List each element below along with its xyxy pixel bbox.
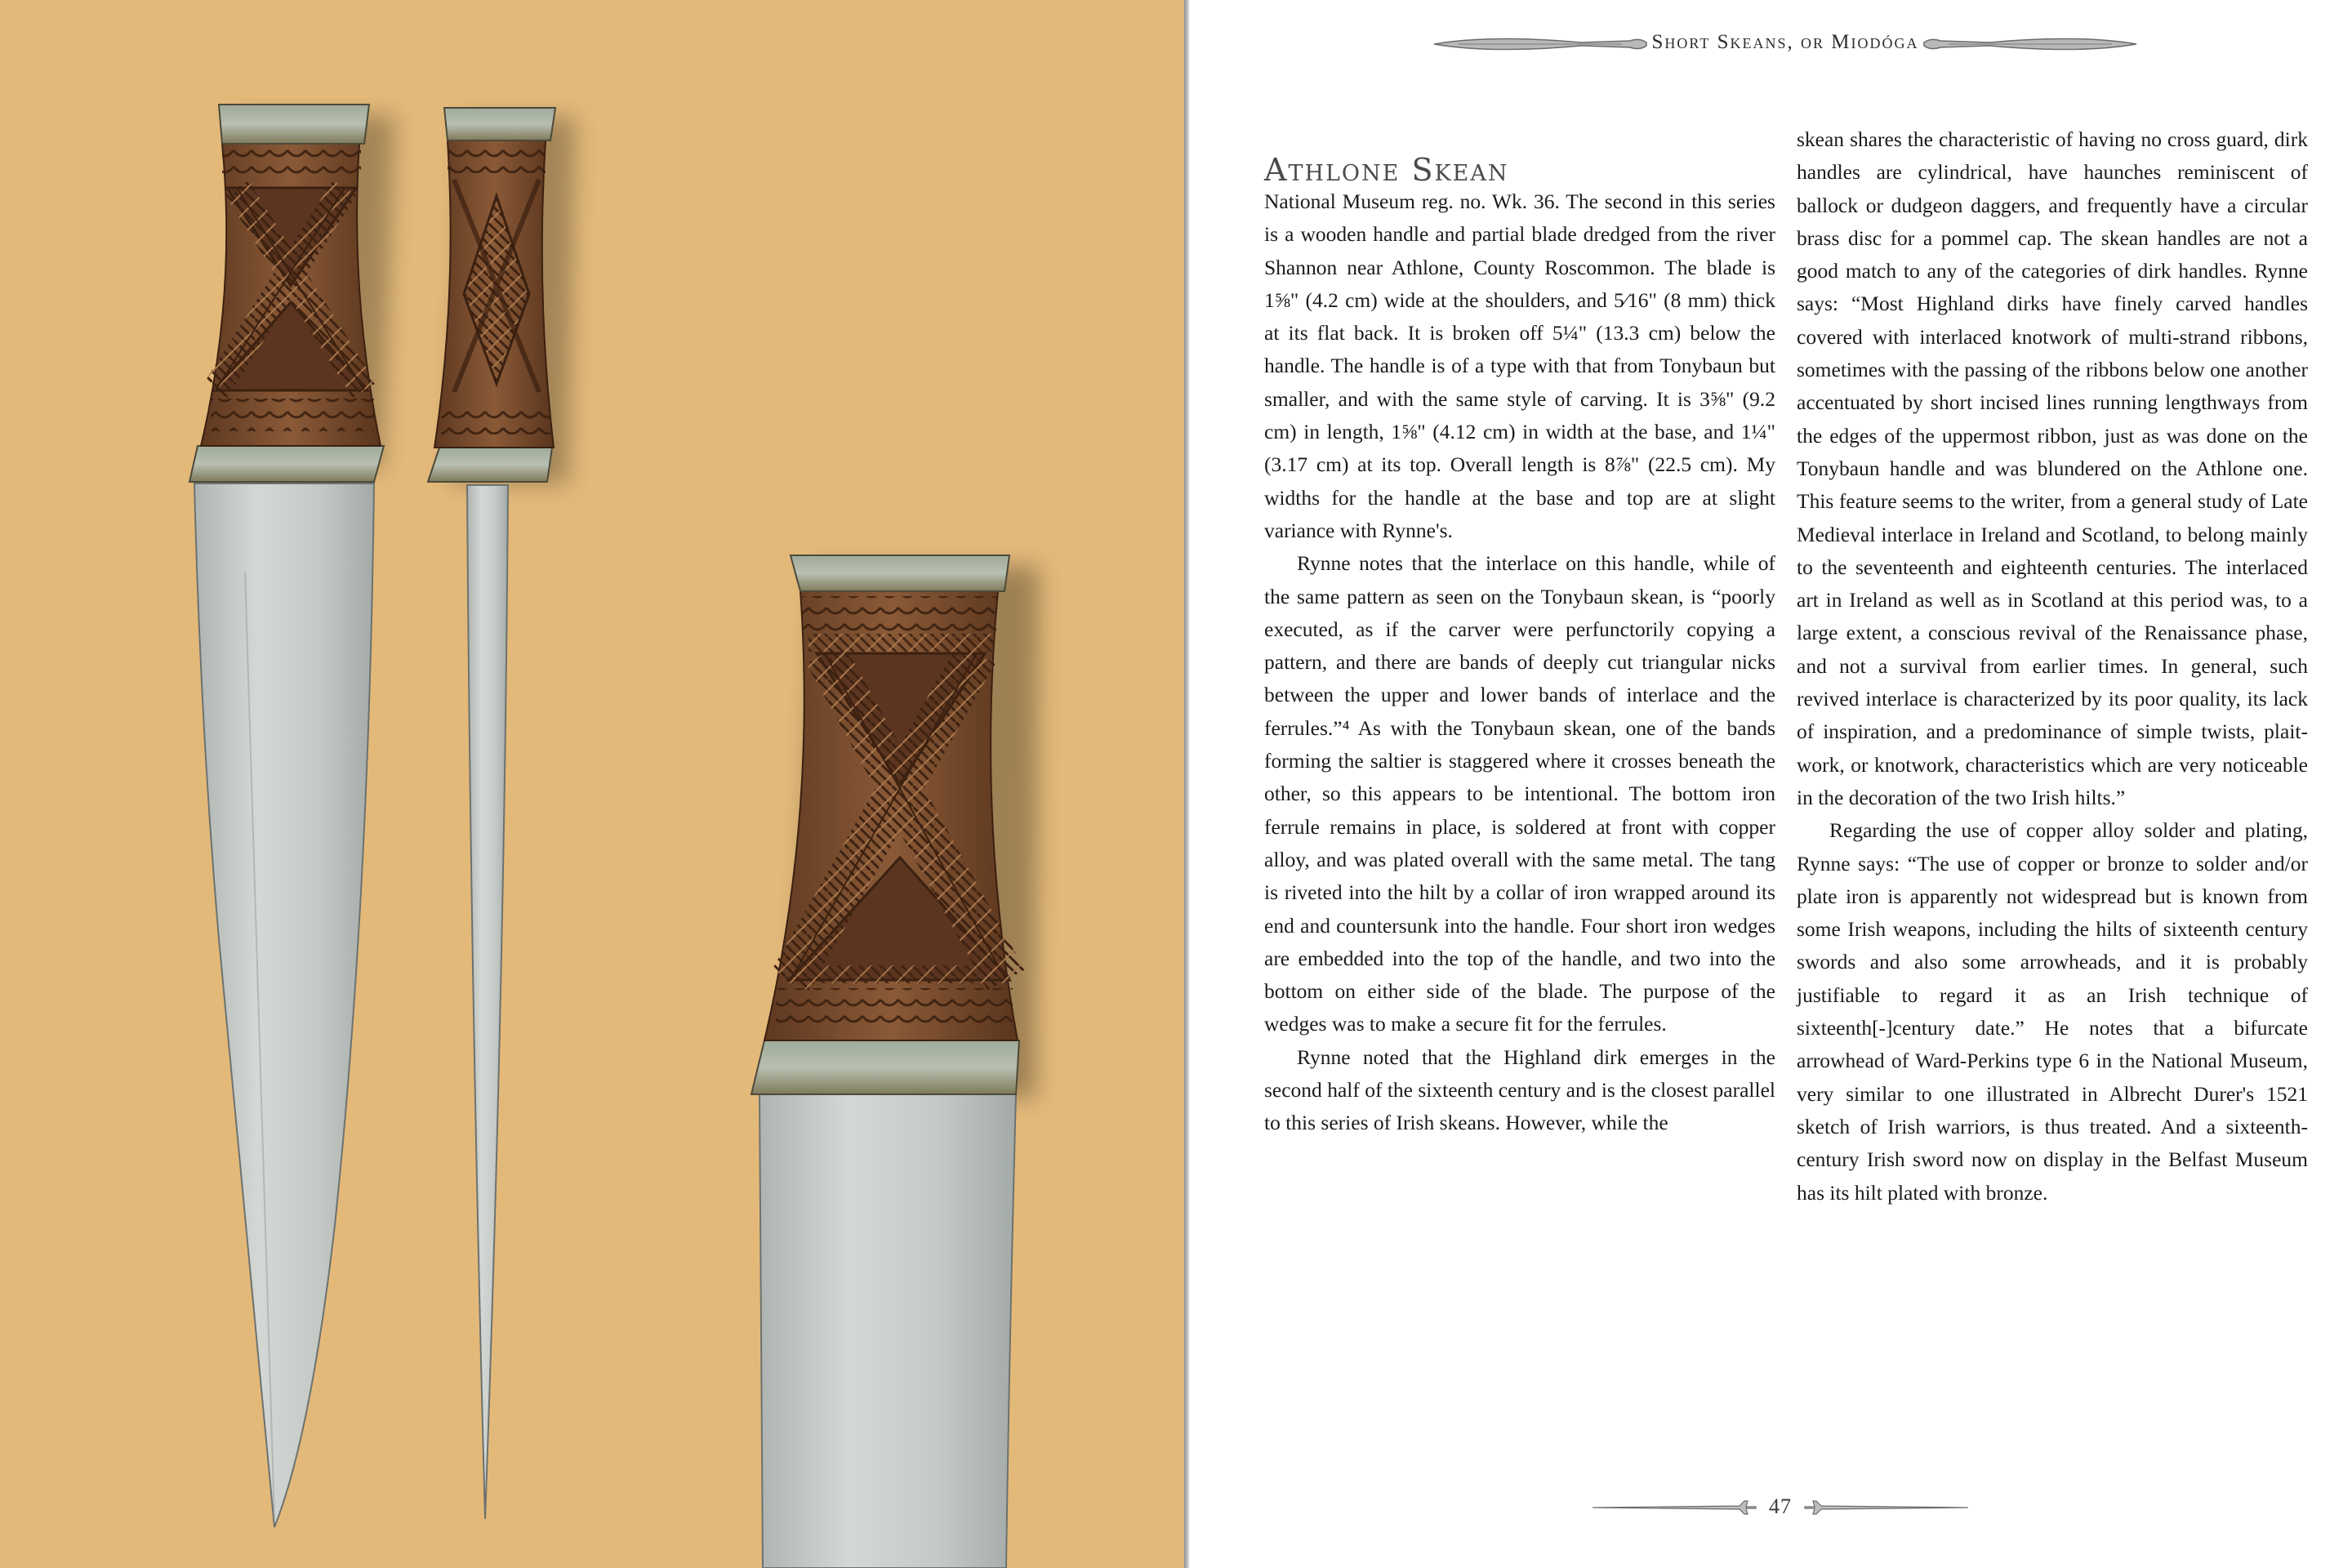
paragraph: National Museum reg. no. Wk. 36. The second in this series is a wooden handle and partial blade dredged from the river Shannon near Athlone, County Roscommon. The blade is 1⅝" (4.2 cm) wide at the shoulders, and 5⁄16" (8 mm) thick at its flat back. It is broken off 5¼" (13.3 cm) below the handle. The handle is of a type with that from Tonybaun but smaller, and with the same style of carving. It is 3⅝" (9.2 cm) in length, 1⅝" (4.12 cm) in width at the base, and 1¼" (3.17 cm) at its top. Overall length is 8⅞" (22.5 cm). My widths for the handle at the base and top are at slight variance with Rynne's. (1264, 189, 1775, 542)
page-number: 47 (1769, 1494, 1792, 1518)
paragraph: Rynne noted that the Highland dirk emerges in the second half of the sixteenth century and is the closest parallel to this series of Irish skeans. However, while the (1264, 1045, 1775, 1135)
text-column-left (1264, 185, 1775, 1140)
running-head-text: Short Skeans, or Miodóga (1651, 31, 1919, 53)
section-title: Athlone Skean (1264, 151, 1509, 188)
page-number-footer (1584, 1491, 1976, 1524)
paragraph: skean shares the characteristic of having no cross guard, dirk handles are cylindrical, have haunches reminiscent of ballock or dudgeon daggers, and frequently have a circular brass disc for a pommel cap. The skean handles are not a good match to any of the categories of dirk handles. Rynne says: “Most Highland dirks have finely carved handles covered with interlaced knotwork of multi-strand ribbons, sometimes with the passing of the ribbons below one another accentuated by short incised lines running lengthways from the edges of the uppermost ribbon, just as was done on the Tonybaun handle and was blundered on the Athlone one. This feature seems to the writer, from a general study of Late Medieval interlace in Ireland and Scotland, to belong mainly to the seventeenth and eighteenth centuries. The interlaced art in Ireland as well as in Scotland at this period was, to a large extent, a conscious revival of the Renaissance phase, and not a survival from earlier times. In general, such revived interlace is characterized by its poor quality, its lack of inspiration, and a predominance of simple twists, plait-work, or knotwork, characteristics which are very noticeable in the decoration of the two Irish hilts.” (1797, 127, 2308, 809)
skean-handle-detail (751, 555, 1039, 1568)
paragraph: Regarding the use of copper alloy solder and plating, Rynne says: “The use of copper or bronze to solder and/or plate iron is apparently not widespread but is known from some Irish weapons, including the hilts of sixteenth century swords and also some arrowheads, and it is probably justifiable to regard it as an Irish technique of sixteenth[-]century date.” He notes that a bifurcate arrowhead of Ward-Perkins type 6 in the National Museum, very similar to one illustrated in Albrecht Durer's 1521 sketch of Irish warriors, is thus treated. And a sixteenth-century Irish sword now on display in the Belfast Museum has its hilt plated with bronze. (1797, 818, 2308, 1205)
running-head (1426, 23, 2145, 64)
skean-narrow (428, 108, 575, 1519)
skean-large (189, 105, 394, 1527)
text-column-right (1797, 123, 2308, 1209)
paragraph: Rynne notes that the interlace on this handle, while of the same pattern as seen on the Tonybaun skean, is “poorly executed, as if the carver were perfunctorily copying a pattern, and there are bands of deeply cut triangular nicks between the upper and lower bands of interlace and the ferrules.”⁴ As with the Tonybaun skean, one of the bands forming the saltier is staggered where it crosses beneath the other, so this appears to be intentional. The bottom iron ferrule remains in place, is soldered at front with copper alloy, and was plated overall with the same metal. The tang is riveted into the hilt by a collar of iron wrapped around its end and countersunk into the handle. Four short iron wedges are embedded into the top of the handle, and two into the bottom on either side of the blade. The purpose of the wedges was to make a secure fit for the ferrules. (1264, 551, 1775, 1036)
